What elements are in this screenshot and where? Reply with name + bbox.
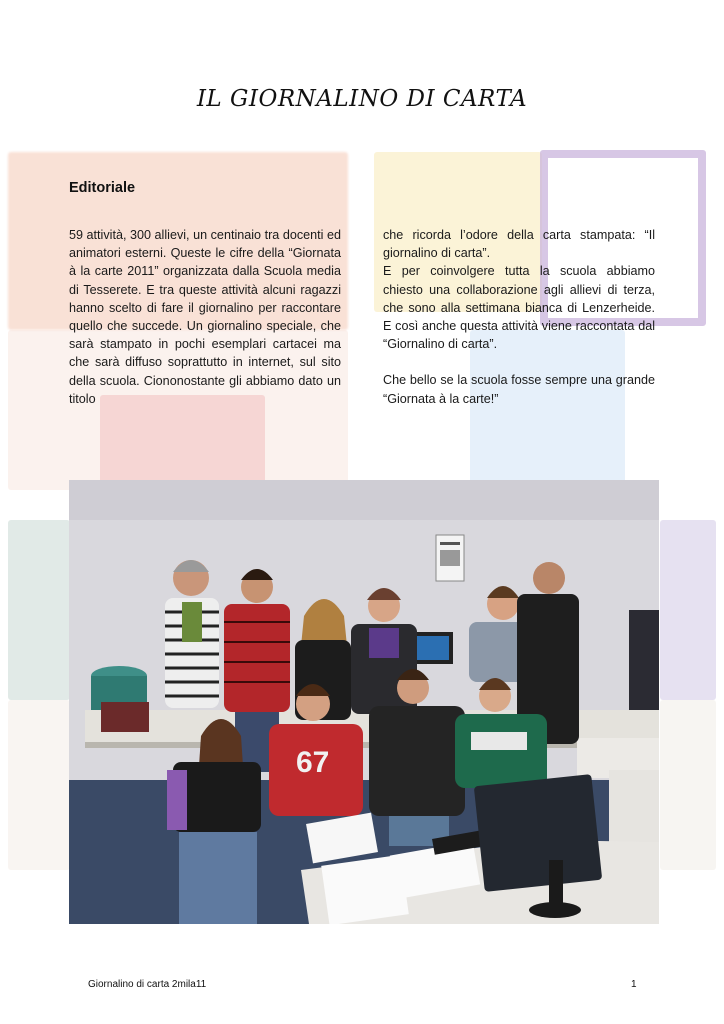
article-paragraph: 59 attività, 300 allievi, un centinaio tra docenti ed animatori esterni. Queste le cifre della “Giornata à la carte 2011” organizzata dalla Scuola media di Tesserete. E tra queste attività alcuni ragazzi hanno scelto di fare il giornalino per raccontare quello che succede. Un giornalino speciale, che sarà stampato in pochi esemplari cartacei ma che sarà diffuso soprattutto in internet, sul sito della scuola. Ciononostante gli abbiamo dato un titolo	[69, 228, 341, 406]
article-paragraph: che ricorda l’odore della carta stampata: “Il giornalino di carta”.	[383, 228, 655, 261]
article-column-left	[69, 226, 341, 408]
article-column-right	[383, 226, 655, 408]
page-title: IL GIORNALINO DI CARTA	[196, 86, 528, 112]
watercolor-block	[660, 520, 716, 700]
watercolor-block	[100, 395, 265, 490]
group-photo-illustration	[69, 480, 659, 924]
person	[455, 714, 547, 788]
front-monitor	[474, 774, 602, 892]
article-paragraph: Che bello se la scuola fosse sempre una grande “Giornata à la carte!”	[383, 373, 655, 406]
group-photo	[69, 480, 659, 924]
footer-page-number: 1	[631, 979, 637, 990]
jersey-number: 67	[296, 746, 330, 779]
footer-publication: Giornalino di carta 2mila11	[88, 979, 207, 990]
watercolor-block	[8, 520, 70, 700]
section-heading: Editoriale	[69, 180, 136, 196]
watercolor-block	[660, 700, 716, 870]
person	[224, 604, 290, 712]
person	[369, 706, 465, 816]
article-paragraph: E per coinvolgere tutta la scuola abbiamo chiesto una collaborazione agli allievi di terza, che sono alla settimana bianca di Lenzerheide. E così anche questa attività viene raccontata dal “Giornalino di carta”.	[383, 264, 655, 352]
watercolor-block	[8, 700, 70, 870]
